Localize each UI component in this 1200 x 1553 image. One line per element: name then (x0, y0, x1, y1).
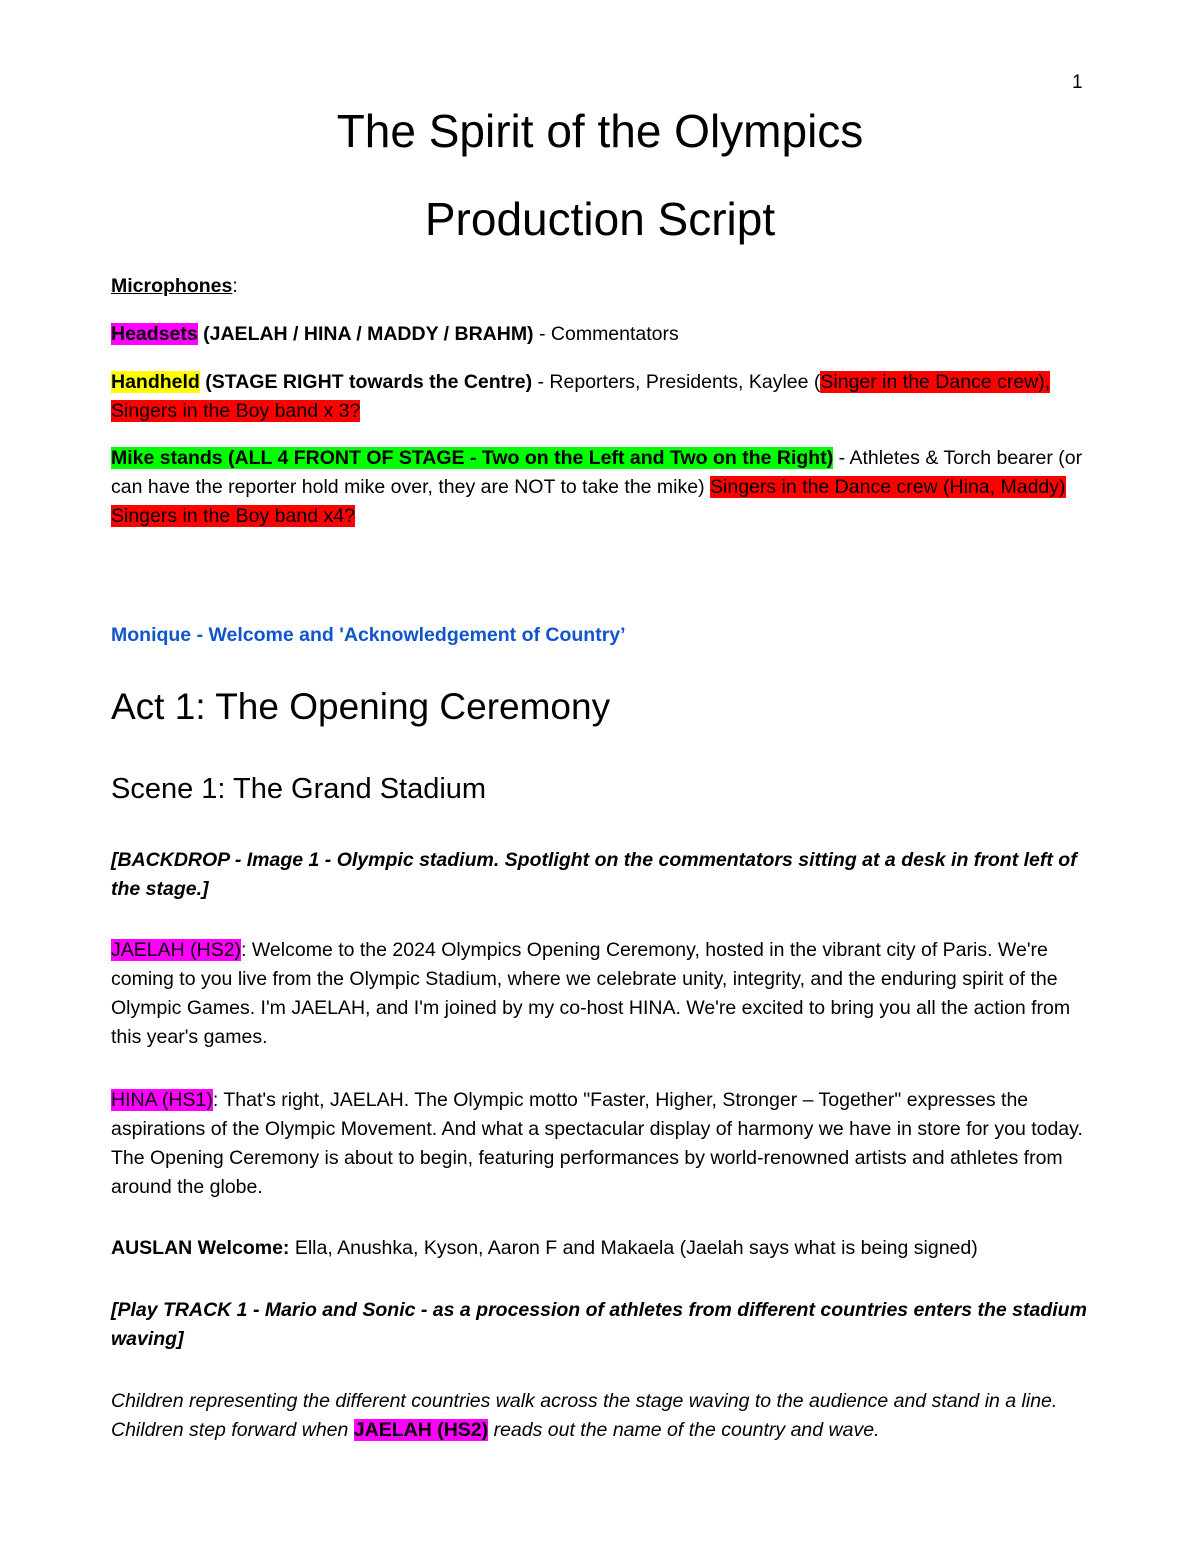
mike-stands-label: Mike stands (ALL 4 FRONT OF STAGE - Two on the Left and Two on the Right) (111, 447, 834, 469)
hina-line (111, 1086, 1091, 1202)
children-speaker: JAELAH (HS2) (353, 1419, 489, 1441)
document-title: The Spirit of the Olympics (336, 105, 864, 157)
auslan-label: AUSLAN Welcome: (111, 1237, 290, 1259)
mike-stands-red-note-1: Singers in the Dance crew (Hina, Maddy) (710, 476, 1066, 498)
document-subtitle: Production Script (424, 193, 776, 245)
headsets-who: (JAELAH / HINA / MADDY / BRAHM) (197, 323, 534, 345)
headsets-desc: - Commentators (533, 323, 679, 345)
hina-speaker: HINA (HS1) (111, 1089, 213, 1111)
jaelah-line (111, 936, 1091, 1052)
mike-stands-red-note-2: Singers in the Boy band x4? (111, 505, 355, 527)
children-after: reads out the name of the country and wave. (488, 1419, 880, 1441)
hina-dialogue: : That's right, JAELAH. The Olympic motto "Faster, Higher, Stronger – Together" expresses the aspirations of the Olympic Movement. And what a spectacular display of harmony we have in store for you today. The Opening Ceremony is about to begin, featuring performances by world-renowned artists and athletes from around the globe. (111, 1089, 1083, 1198)
children-before: Children representing the different countries walk across the stage waving to the audience and stand in a line. Children step forward when (111, 1390, 1058, 1441)
mike-stands-line (111, 444, 1091, 531)
backdrop-direction: [BACKDROP - Image 1 - Olympic stadium. Spotlight on the commentators sitting at a desk in front left of the stage.] (111, 849, 1077, 900)
headsets-line (111, 320, 1091, 349)
track-direction: [Play TRACK 1 - Mario and Sonic - as a procession of athletes from different countries enters the stadium waving] (111, 1299, 1087, 1350)
microphones-label: Microphones (111, 275, 233, 297)
handheld-desc: - Reporters, Presidents, Kaylee ( (532, 371, 821, 393)
page-number: 1 (1072, 72, 1083, 93)
scene-heading: Scene 1: The Grand Stadium (111, 773, 487, 805)
auslan-line (111, 1234, 1091, 1263)
handheld-red-note: Singer in the Dance crew), Singers in the Boy band x 3? (111, 371, 1051, 422)
auslan-text: Ella, Anushka, Kyson, Aaron F and Makaela (Jaelah says what is being signed) (289, 1237, 978, 1259)
headsets-label: Headsets (111, 323, 198, 345)
microphones-colon: : (232, 275, 238, 297)
handheld-label: Handheld (111, 371, 200, 393)
jaelah-dialogue: : Welcome to the 2024 Olympics Opening Ceremony, hosted in the vibrant city of Paris. We're coming to you live from the Olympic Stadium, where we celebrate unity, integrity, and the enduring spirit of the Olympic Games. I'm JAELAH, and I'm joined by my co-host HINA. We're excited to bring you all the action from this year's games. (111, 939, 1071, 1048)
handheld-where: (STAGE RIGHT towards the Centre) (199, 371, 533, 393)
mike-stands-desc: - Athletes & Torch bearer (or can have the reporter hold mike over, they are NOT to take the mike) (111, 447, 1083, 498)
jaelah-speaker: JAELAH (HS2) (111, 939, 242, 961)
act-heading: Act 1: The Opening Ceremony (111, 686, 611, 727)
microphones-heading (111, 272, 1091, 301)
children-direction (111, 1387, 1091, 1445)
handheld-line (111, 368, 1091, 426)
welcome-line: Monique - Welcome and 'Acknowledgement of Country’ (111, 624, 626, 646)
